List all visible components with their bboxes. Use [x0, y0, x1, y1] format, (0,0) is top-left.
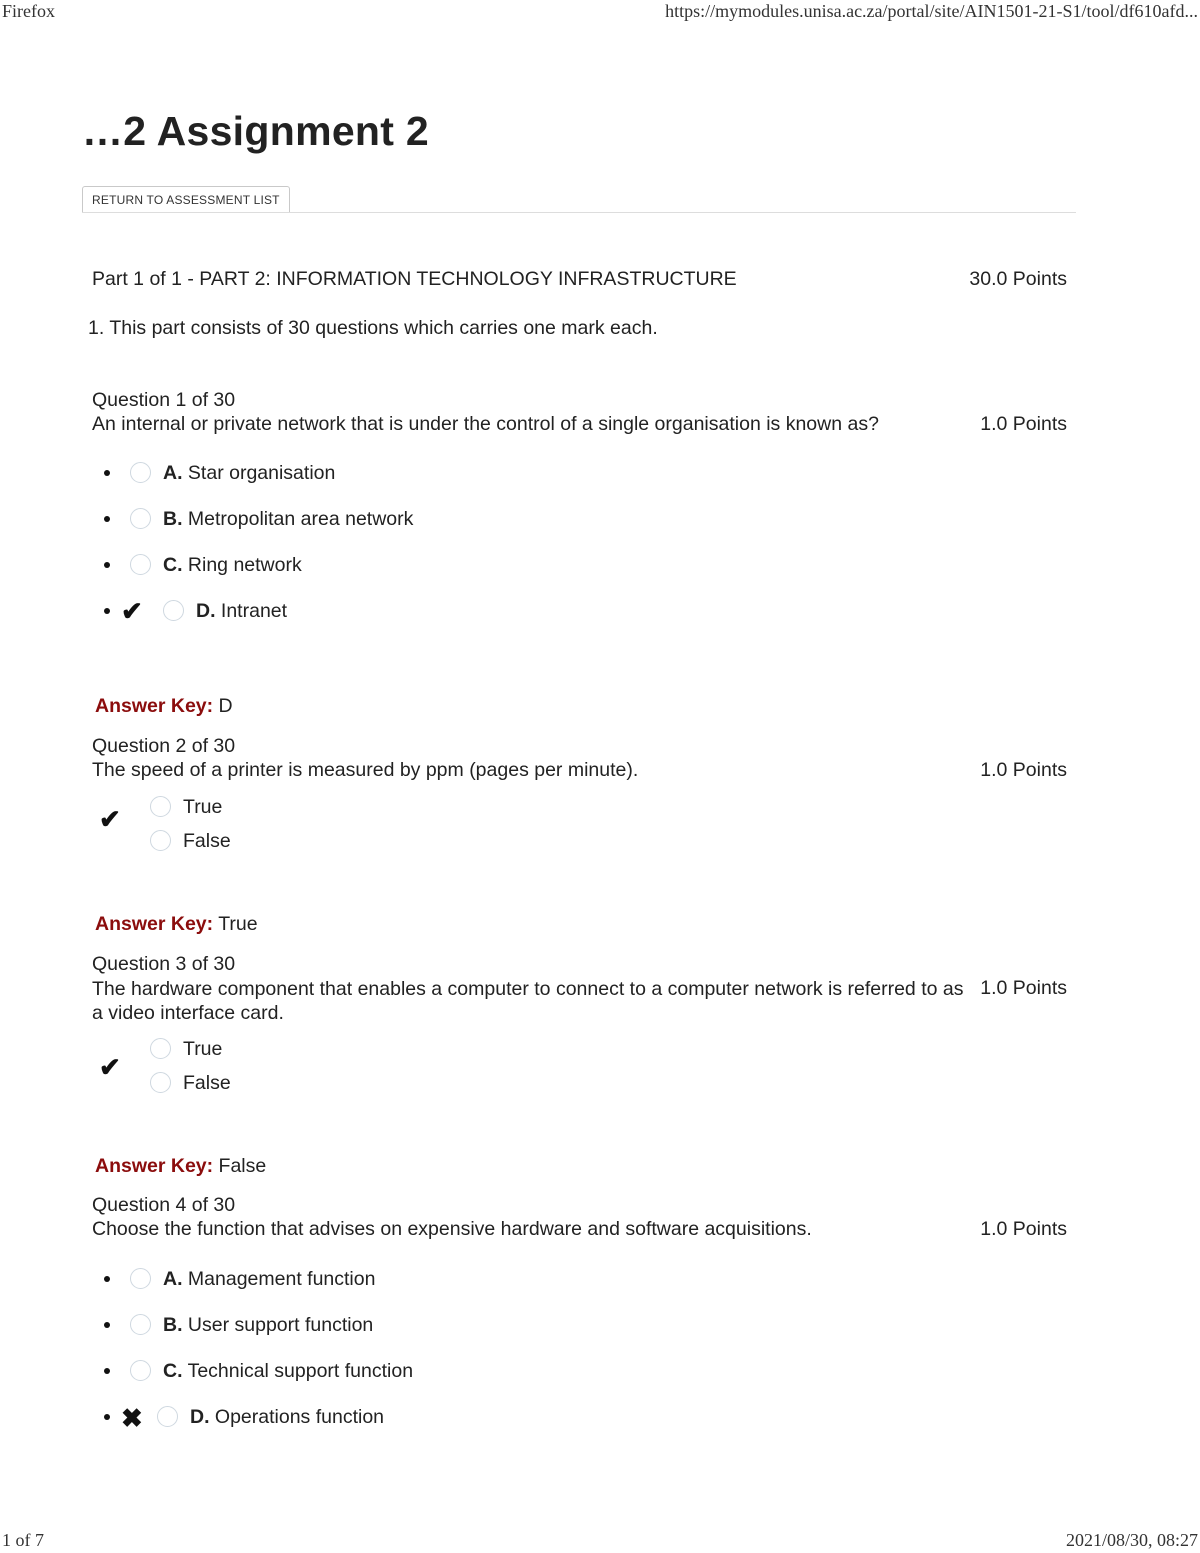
- answer-key-label: Answer Key:: [95, 1155, 214, 1177]
- page-url: https://mymodules.unisa.ac.za/portal/site/AIN1501-21-S1/tool/df610afd...: [665, 1, 1198, 21]
- option-label: Intranet: [220, 600, 288, 622]
- question-number: Question 1 of 30: [92, 389, 236, 411]
- bullet-icon: [104, 516, 110, 522]
- check-mark-icon: ✔: [99, 804, 121, 834]
- answer-key-value: False: [218, 1155, 267, 1177]
- radio-button[interactable]: [130, 1314, 151, 1335]
- option-label: False: [183, 1072, 231, 1094]
- bullet-icon: [104, 1276, 110, 1282]
- page-title: …2 Assignment 2: [82, 108, 430, 154]
- question-points: 1.0 Points: [980, 759, 1067, 781]
- part-points: 30.0 Points: [969, 268, 1067, 290]
- print-header: [0, 0, 1200, 24]
- radio-button[interactable]: [130, 508, 151, 529]
- print-timestamp: 2021/08/30, 08:27: [1065, 1530, 1198, 1550]
- option-label: False: [183, 830, 231, 852]
- answer-key-label: Answer Key:: [95, 913, 214, 935]
- option-label: Operations function: [214, 1406, 385, 1428]
- bullet-icon: [104, 470, 110, 476]
- option-label: Metropolitan area network: [187, 508, 414, 530]
- question-text: The speed of a printer is measured by ppm (pages per minute).: [92, 759, 639, 781]
- bullet-icon: [104, 1414, 110, 1420]
- question-points: 1.0 Points: [980, 977, 1067, 999]
- print-footer: [0, 1529, 1200, 1553]
- option-label: Technical support function: [187, 1360, 414, 1382]
- radio-button[interactable]: [163, 600, 184, 621]
- radio-button[interactable]: [157, 1406, 178, 1427]
- option-letter: C.: [163, 1360, 183, 1382]
- question-points: 1.0 Points: [980, 1218, 1067, 1240]
- question-points: 1.0 Points: [980, 413, 1067, 435]
- option-label: Star organisation: [187, 462, 336, 484]
- radio-button[interactable]: [150, 830, 171, 851]
- part-description: 1. This part consists of 30 questions which carries one mark each.: [88, 317, 658, 339]
- check-mark-icon: ✔: [121, 596, 143, 626]
- part-title: Part 1 of 1 - PART 2: INFORMATION TECHNOLOGY INFRASTRUCTURE: [92, 268, 737, 290]
- question-text: Choose the function that advises on expensive hardware and software acquisitions.: [92, 1218, 812, 1240]
- answer-key-value: True: [218, 913, 258, 935]
- radio-button[interactable]: [150, 1072, 171, 1093]
- question-text: The hardware component that enables a computer to connect to a computer network is referred to as a video interface card.: [92, 978, 964, 1024]
- radio-button[interactable]: [150, 796, 171, 817]
- option-letter: B.: [163, 1314, 183, 1336]
- option-label: Ring network: [187, 554, 302, 576]
- option-label: Management function: [187, 1268, 376, 1290]
- radio-button[interactable]: [130, 1360, 151, 1381]
- question-number: Question 4 of 30: [92, 1194, 236, 1216]
- option-label: True: [183, 796, 223, 818]
- option-letter: C.: [163, 554, 183, 576]
- bullet-icon: [104, 562, 110, 568]
- return-to-assessment-list-button[interactable]: RETURN TO ASSESSMENT LIST: [82, 186, 290, 213]
- option-letter: A.: [163, 462, 183, 484]
- option-letter: D.: [196, 600, 216, 622]
- bullet-icon: [104, 1368, 110, 1374]
- option-letter: D.: [190, 1406, 210, 1428]
- option-letter: B.: [163, 508, 183, 530]
- answer-key: [95, 913, 258, 936]
- answer-key: [95, 695, 233, 718]
- option-label: User support function: [187, 1314, 374, 1336]
- check-mark-icon: ✔: [99, 1052, 121, 1082]
- question-number: Question 2 of 30: [92, 735, 236, 757]
- answer-key: [95, 1155, 266, 1178]
- answer-key-label: Answer Key:: [95, 695, 214, 717]
- radio-button[interactable]: [130, 554, 151, 575]
- tab-divider: [82, 212, 1076, 213]
- question-number: Question 3 of 30: [92, 953, 236, 975]
- question-text: An internal or private network that is under the control of a single organisation is known as?: [92, 413, 879, 435]
- option-letter: A.: [163, 1268, 183, 1290]
- cross-mark-icon: ✖: [121, 1403, 143, 1433]
- browser-name: Firefox: [2, 1, 55, 21]
- radio-button[interactable]: [150, 1038, 171, 1059]
- bullet-icon: [104, 1322, 110, 1328]
- option-label: True: [183, 1038, 223, 1060]
- bullet-icon: [104, 608, 110, 614]
- answer-key-value: D: [218, 695, 233, 717]
- page-counter: 1 of 7: [2, 1530, 44, 1550]
- radio-button[interactable]: [130, 1268, 151, 1289]
- radio-button[interactable]: [130, 462, 151, 483]
